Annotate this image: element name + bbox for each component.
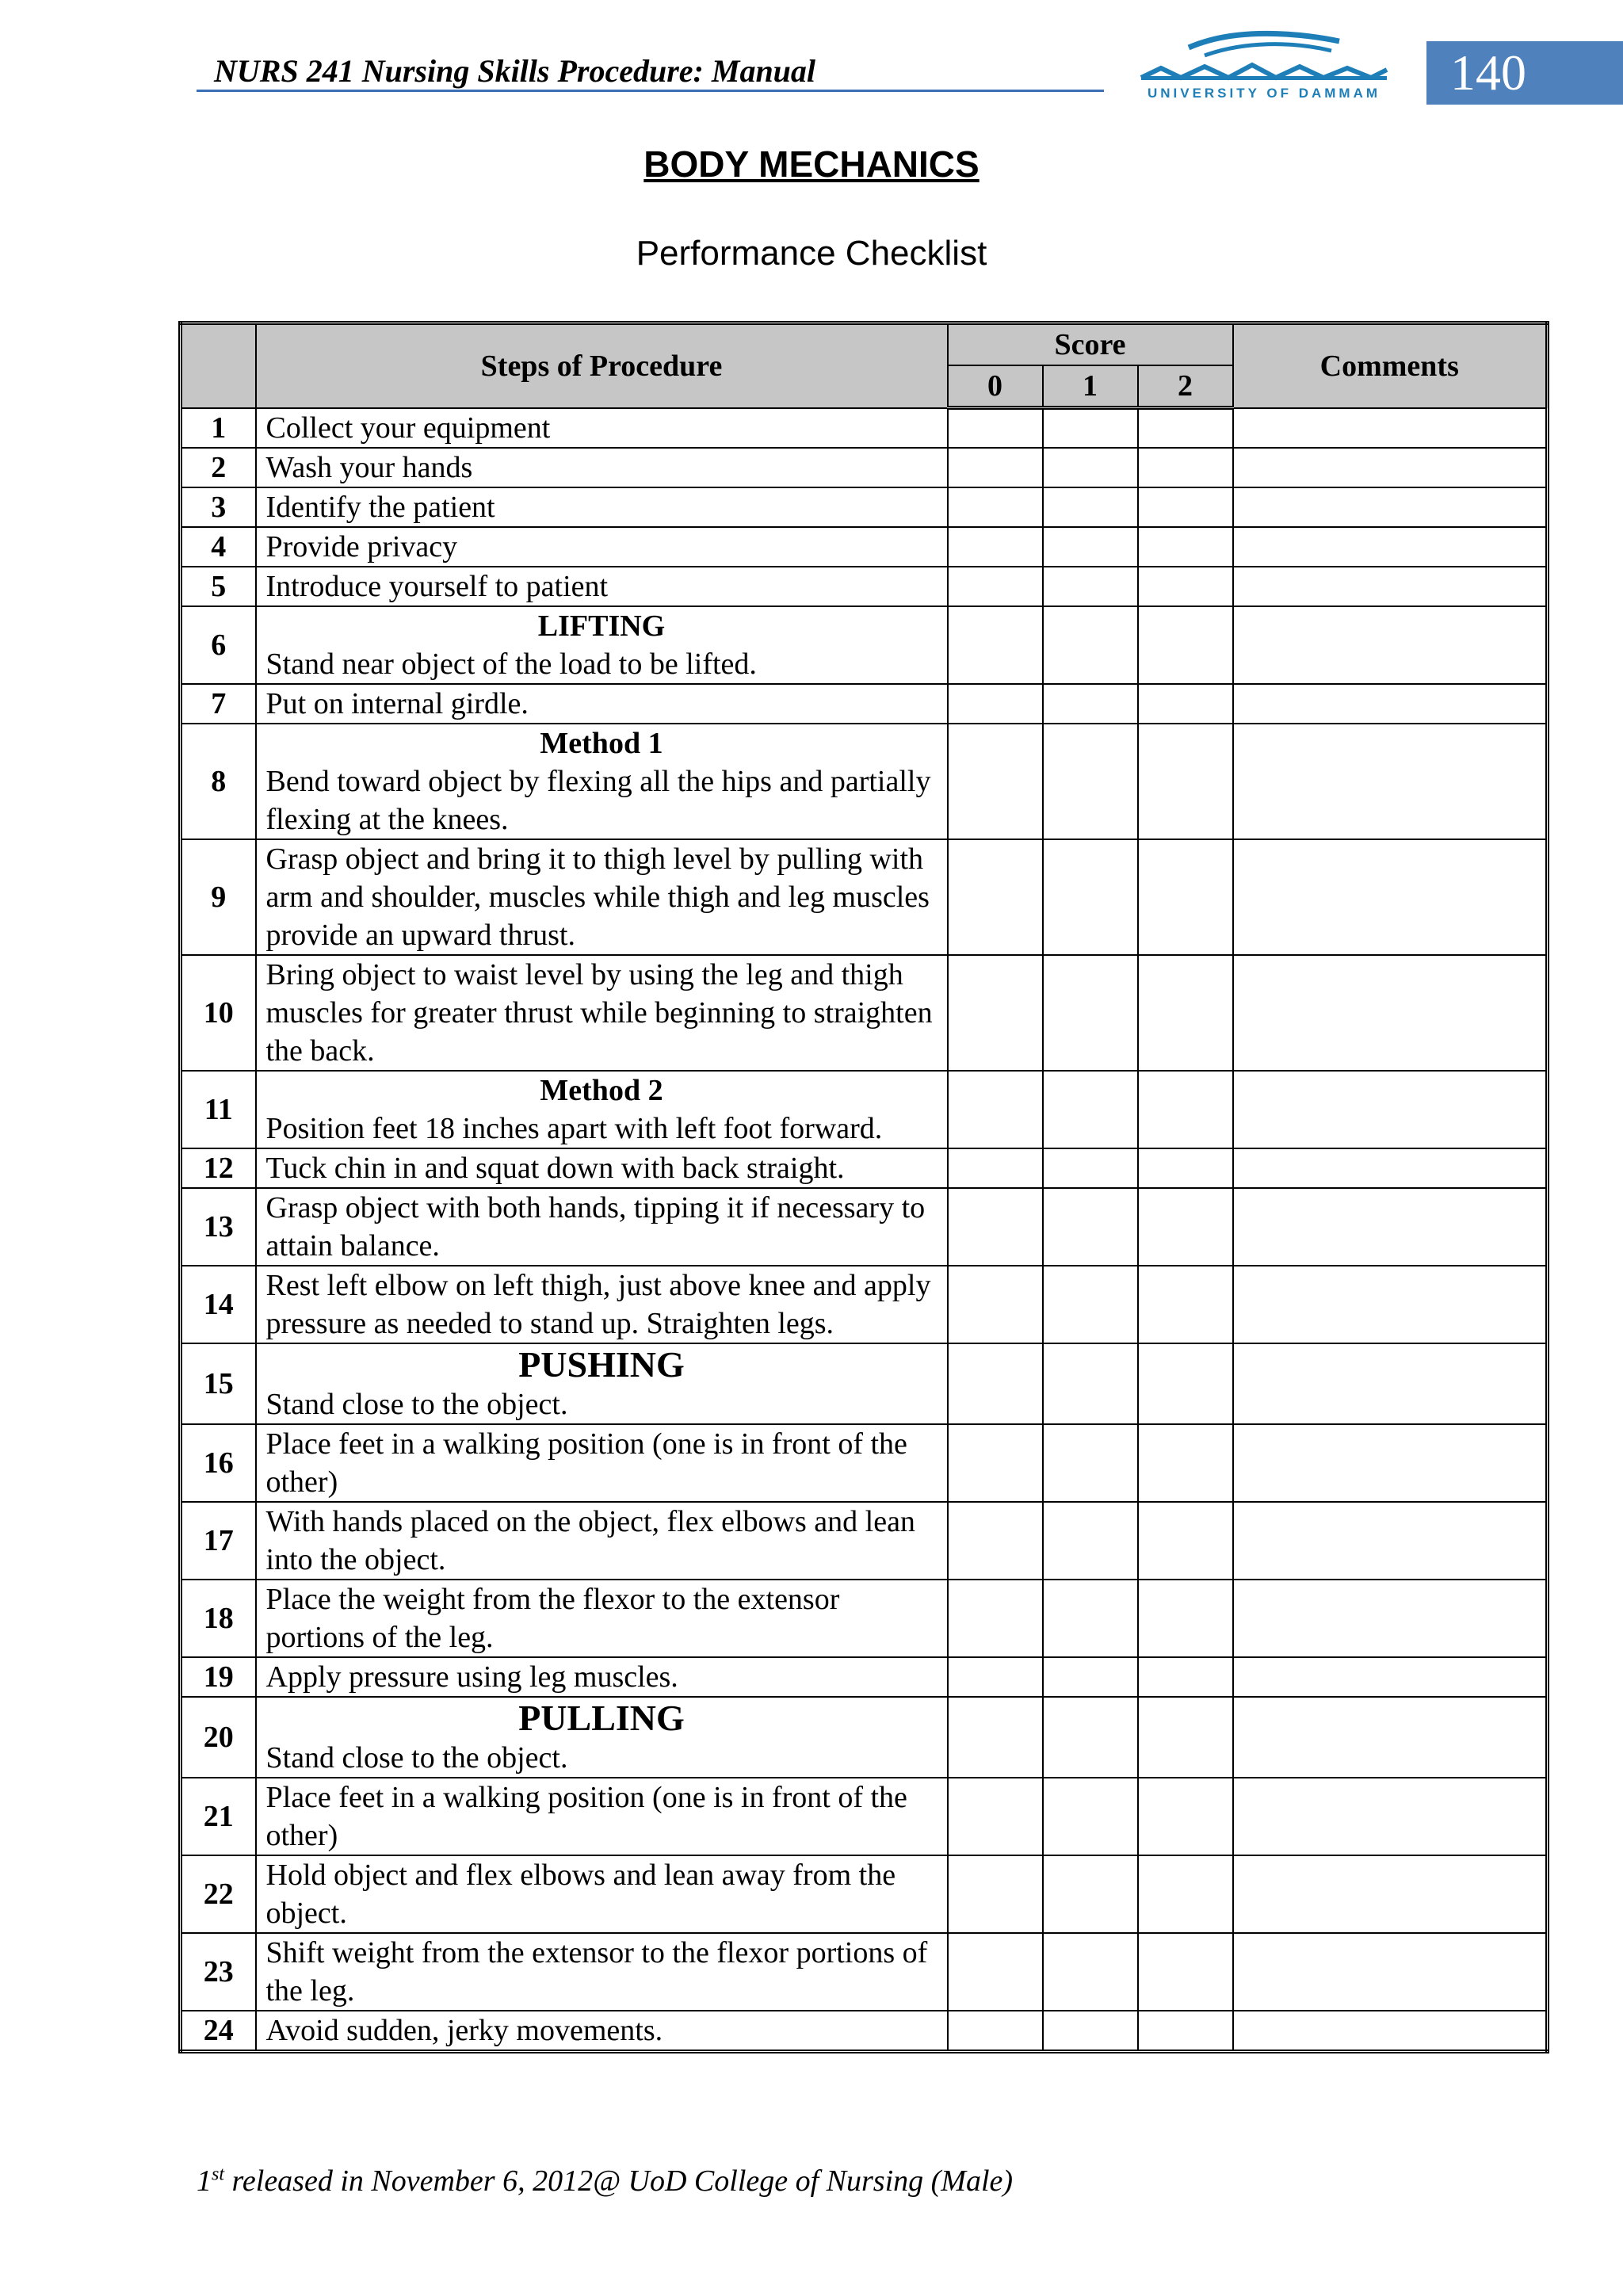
step-text: Introduce yourself to patient bbox=[265, 569, 609, 603]
document-header-title: NURS 241 Nursing Skills Procedure: Manual bbox=[214, 53, 816, 89]
footer-text: released in November 6, 2012@ UoD College of Nursing (Male) bbox=[224, 2164, 1014, 2198]
score-0-cell[interactable] bbox=[948, 527, 1043, 567]
document-subtitle: Performance Checklist bbox=[636, 234, 987, 273]
comments-cell[interactable] bbox=[1233, 1148, 1548, 1188]
step-number: 15 bbox=[181, 1343, 256, 1424]
table-row bbox=[181, 1071, 1548, 1148]
step-cell bbox=[256, 487, 948, 527]
score-1-cell[interactable] bbox=[1043, 448, 1138, 487]
step-number: 10 bbox=[181, 955, 256, 1071]
score-0-cell[interactable] bbox=[948, 1266, 1043, 1343]
score-0-cell[interactable] bbox=[948, 1071, 1043, 1148]
score-1-cell[interactable] bbox=[1043, 1071, 1138, 1148]
score-1-cell[interactable] bbox=[1043, 955, 1138, 1071]
table-row bbox=[181, 1697, 1548, 1778]
step-text: With hands placed on the object, flex elbows and lean into the object. bbox=[265, 1504, 915, 1576]
score-2-cell[interactable] bbox=[1138, 1343, 1233, 1424]
step-cell bbox=[256, 839, 948, 955]
step-text: Bring object to waist level by using the leg and thigh muscles for greater thrust while beginning to straighten the back. bbox=[265, 957, 933, 1068]
step-number: 18 bbox=[181, 1580, 256, 1657]
score-0-cell[interactable] bbox=[948, 2011, 1043, 2052]
score-1-cell[interactable] bbox=[1043, 1855, 1138, 1933]
step-text: Identify the patient bbox=[265, 490, 495, 524]
comments-cell[interactable] bbox=[1233, 1188, 1548, 1266]
step-cell bbox=[256, 1343, 948, 1424]
page-number: 140 bbox=[1450, 44, 1526, 101]
score-0-cell[interactable] bbox=[948, 1657, 1043, 1697]
document-title: BODY MECHANICS bbox=[643, 143, 980, 185]
table-row bbox=[181, 1855, 1548, 1933]
step-cell bbox=[256, 684, 948, 724]
step-number: 23 bbox=[181, 1933, 256, 2011]
score-2-cell[interactable] bbox=[1138, 839, 1233, 955]
university-logo bbox=[1133, 30, 1395, 105]
comments-cell[interactable] bbox=[1233, 2011, 1548, 2052]
comments-cell[interactable] bbox=[1233, 1424, 1548, 1502]
table-row bbox=[181, 1424, 1548, 1502]
section-heading: Method 2 bbox=[540, 1073, 663, 1107]
score-0-cell[interactable] bbox=[948, 1343, 1043, 1424]
step-number: 16 bbox=[181, 1424, 256, 1502]
score-1-cell[interactable] bbox=[1043, 1778, 1138, 1855]
score-1-cell[interactable] bbox=[1043, 2011, 1138, 2052]
score-1-cell[interactable] bbox=[1043, 1148, 1138, 1188]
score-2-cell[interactable] bbox=[1138, 955, 1233, 1071]
score-1-cell[interactable] bbox=[1043, 567, 1138, 606]
step-text: Avoid sudden, jerky movements. bbox=[265, 2013, 663, 2047]
score-2-cell[interactable] bbox=[1138, 684, 1233, 724]
logo-english-text: UNIVERSITY OF DAMMAM bbox=[1147, 86, 1381, 101]
score-1-cell[interactable] bbox=[1043, 1697, 1138, 1778]
table-row bbox=[181, 1502, 1548, 1580]
score-1-header: 1 bbox=[1043, 365, 1138, 408]
table-row bbox=[181, 606, 1548, 684]
score-2-cell[interactable] bbox=[1138, 487, 1233, 527]
table-row bbox=[181, 724, 1548, 839]
score-1-cell[interactable] bbox=[1043, 527, 1138, 567]
comments-cell[interactable] bbox=[1233, 1778, 1548, 1855]
performance-checklist-table bbox=[178, 321, 1549, 2053]
step-number: 6 bbox=[181, 606, 256, 684]
table-row bbox=[181, 839, 1548, 955]
step-number: 5 bbox=[181, 567, 256, 606]
score-2-cell[interactable] bbox=[1138, 1580, 1233, 1657]
score-1-cell[interactable] bbox=[1043, 1657, 1138, 1697]
step-cell bbox=[256, 448, 948, 487]
step-number: 12 bbox=[181, 1148, 256, 1188]
table-row bbox=[181, 1266, 1548, 1343]
score-1-cell[interactable] bbox=[1043, 487, 1138, 527]
step-text: Grasp object and bring it to thigh level by pulling with arm and shoulder, muscles while thigh and leg muscles provide an upward thrust. bbox=[265, 842, 930, 952]
score-2-header: 2 bbox=[1138, 365, 1233, 408]
score-0-cell[interactable] bbox=[948, 408, 1043, 448]
score-column-header: Score bbox=[948, 323, 1233, 366]
comments-cell[interactable] bbox=[1233, 1071, 1548, 1148]
table-row bbox=[181, 567, 1548, 606]
step-text: Stand close to the object. bbox=[265, 1387, 568, 1421]
step-cell bbox=[256, 408, 948, 448]
step-number: 22 bbox=[181, 1855, 256, 1933]
comments-cell[interactable] bbox=[1233, 1697, 1548, 1778]
score-1-cell[interactable] bbox=[1043, 1502, 1138, 1580]
score-1-cell[interactable] bbox=[1043, 1266, 1138, 1343]
score-2-cell[interactable] bbox=[1138, 408, 1233, 448]
step-cell bbox=[256, 1697, 948, 1778]
comments-cell[interactable] bbox=[1233, 1933, 1548, 2011]
score-0-cell[interactable] bbox=[948, 1778, 1043, 1855]
score-1-cell[interactable] bbox=[1043, 606, 1138, 684]
score-2-cell[interactable] bbox=[1138, 724, 1233, 839]
score-2-cell[interactable] bbox=[1138, 1188, 1233, 1266]
step-cell bbox=[256, 1580, 948, 1657]
score-0-cell[interactable] bbox=[948, 448, 1043, 487]
table-row bbox=[181, 487, 1548, 527]
step-cell bbox=[256, 1657, 948, 1697]
comments-cell[interactable] bbox=[1233, 684, 1548, 724]
step-cell bbox=[256, 1933, 948, 2011]
step-number: 9 bbox=[181, 839, 256, 955]
step-cell bbox=[256, 1855, 948, 1933]
step-number: 13 bbox=[181, 1188, 256, 1266]
table-row bbox=[181, 1580, 1548, 1657]
score-1-cell[interactable] bbox=[1043, 1933, 1138, 2011]
table-row bbox=[181, 1778, 1548, 1855]
table-row bbox=[181, 1657, 1548, 1697]
header-divider bbox=[197, 90, 1104, 92]
score-0-cell[interactable] bbox=[948, 606, 1043, 684]
step-number: 11 bbox=[181, 1071, 256, 1148]
comments-cell[interactable] bbox=[1233, 839, 1548, 955]
step-text: Rest left elbow on left thigh, just above knee and apply pressure as needed to stand up. Straighten legs. bbox=[265, 1268, 931, 1340]
step-cell bbox=[256, 1424, 948, 1502]
score-0-cell[interactable] bbox=[948, 1933, 1043, 2011]
score-0-cell[interactable] bbox=[948, 567, 1043, 606]
comments-column-header: Comments bbox=[1233, 323, 1548, 408]
step-text: Provide privacy bbox=[265, 529, 458, 563]
score-0-cell[interactable] bbox=[948, 684, 1043, 724]
comments-cell[interactable] bbox=[1233, 1343, 1548, 1424]
table-row bbox=[181, 527, 1548, 567]
score-2-cell[interactable] bbox=[1138, 448, 1233, 487]
comments-cell[interactable] bbox=[1233, 1580, 1548, 1657]
score-1-cell[interactable] bbox=[1043, 839, 1138, 955]
step-text: Apply pressure using leg muscles. bbox=[265, 1660, 678, 1694]
step-text: Collect your equipment bbox=[265, 411, 551, 445]
comments-cell[interactable] bbox=[1233, 1266, 1548, 1343]
score-0-cell[interactable] bbox=[948, 1697, 1043, 1778]
release-footer bbox=[197, 2164, 1013, 2199]
step-cell bbox=[256, 1148, 948, 1188]
step-text: Stand near object of the load to be lifted. bbox=[265, 647, 757, 681]
step-text: Hold object and flex elbows and lean away from the object. bbox=[265, 1858, 896, 1930]
step-text: Stand close to the object. bbox=[265, 1740, 568, 1775]
step-cell bbox=[256, 567, 948, 606]
score-2-cell[interactable] bbox=[1138, 1148, 1233, 1188]
score-0-cell[interactable] bbox=[948, 955, 1043, 1071]
score-1-cell[interactable] bbox=[1043, 1343, 1138, 1424]
score-1-cell[interactable] bbox=[1043, 684, 1138, 724]
step-number: 4 bbox=[181, 527, 256, 567]
table-row bbox=[181, 1343, 1548, 1424]
comments-cell[interactable] bbox=[1233, 1657, 1548, 1697]
section-heading: Method 1 bbox=[540, 726, 663, 760]
score-0-cell[interactable] bbox=[948, 724, 1043, 839]
step-cell bbox=[256, 1188, 948, 1266]
score-0-cell[interactable] bbox=[948, 1580, 1043, 1657]
step-number: 24 bbox=[181, 2011, 256, 2052]
step-text: Place the weight from the flexor to the extensor portions of the leg. bbox=[265, 1582, 840, 1654]
section-heading: PUSHING bbox=[518, 1343, 685, 1385]
step-text: Bend toward object by flexing all the hips and partially flexing at the knees. bbox=[265, 764, 931, 836]
comments-cell[interactable] bbox=[1233, 487, 1548, 527]
step-text: Tuck chin in and squat down with back straight. bbox=[265, 1151, 845, 1185]
section-heading: LIFTING bbox=[537, 609, 666, 643]
step-text: Place feet in a walking position (one is in front of the other) bbox=[265, 1427, 907, 1499]
score-0-cell[interactable] bbox=[948, 1188, 1043, 1266]
step-number: 3 bbox=[181, 487, 256, 527]
score-2-cell[interactable] bbox=[1138, 1502, 1233, 1580]
logo-wave-icon bbox=[1133, 30, 1395, 86]
section-heading: PULLING bbox=[518, 1697, 685, 1738]
score-2-cell[interactable] bbox=[1138, 1266, 1233, 1343]
score-2-cell[interactable] bbox=[1138, 606, 1233, 684]
comments-cell[interactable] bbox=[1233, 567, 1548, 606]
step-cell bbox=[256, 724, 948, 839]
comments-cell[interactable] bbox=[1233, 724, 1548, 839]
steps-column-header: Steps of Procedure bbox=[256, 323, 948, 408]
score-2-cell[interactable] bbox=[1138, 1424, 1233, 1502]
table-row bbox=[181, 955, 1548, 1071]
step-text: Wash your hands bbox=[265, 450, 473, 484]
number-column-header bbox=[181, 323, 256, 408]
step-text: Place feet in a walking position (one is in front of the other) bbox=[265, 1780, 907, 1852]
comments-cell[interactable] bbox=[1233, 955, 1548, 1071]
step-text: Grasp object with both hands, tipping it if necessary to attain balance. bbox=[265, 1190, 926, 1263]
step-number: 2 bbox=[181, 448, 256, 487]
score-2-cell[interactable] bbox=[1138, 1855, 1233, 1933]
score-2-cell[interactable] bbox=[1138, 2011, 1233, 2052]
step-text: Position feet 18 inches apart with left foot forward. bbox=[265, 1111, 883, 1145]
score-1-cell[interactable] bbox=[1043, 1580, 1138, 1657]
footer-superscript: st bbox=[212, 2164, 225, 2185]
step-cell bbox=[256, 1502, 948, 1580]
table-row bbox=[181, 1933, 1548, 2011]
step-cell bbox=[256, 606, 948, 684]
score-2-cell[interactable] bbox=[1138, 567, 1233, 606]
score-0-cell[interactable] bbox=[948, 839, 1043, 955]
step-text: Put on internal girdle. bbox=[265, 686, 529, 720]
step-number: 19 bbox=[181, 1657, 256, 1697]
step-cell bbox=[256, 1071, 948, 1148]
step-number: 17 bbox=[181, 1502, 256, 1580]
step-cell bbox=[256, 1266, 948, 1343]
score-2-cell[interactable] bbox=[1138, 1657, 1233, 1697]
score-0-cell[interactable] bbox=[948, 1148, 1043, 1188]
score-1-cell[interactable] bbox=[1043, 1188, 1138, 1266]
comments-cell[interactable] bbox=[1233, 408, 1548, 448]
step-cell bbox=[256, 955, 948, 1071]
score-0-cell[interactable] bbox=[948, 1502, 1043, 1580]
score-0-cell[interactable] bbox=[948, 1424, 1043, 1502]
footer-prefix: 1 bbox=[197, 2164, 212, 2198]
step-number: 7 bbox=[181, 684, 256, 724]
score-2-cell[interactable] bbox=[1138, 1778, 1233, 1855]
score-1-cell[interactable] bbox=[1043, 408, 1138, 448]
score-2-cell[interactable] bbox=[1138, 1933, 1233, 2011]
table-row bbox=[181, 2011, 1548, 2052]
step-number: 20 bbox=[181, 1697, 256, 1778]
score-0-header: 0 bbox=[948, 365, 1043, 408]
comments-cell[interactable] bbox=[1233, 1502, 1548, 1580]
comments-cell[interactable] bbox=[1233, 606, 1548, 684]
score-1-cell[interactable] bbox=[1043, 1424, 1138, 1502]
step-cell bbox=[256, 2011, 948, 2052]
table-row bbox=[181, 408, 1548, 448]
step-number: 14 bbox=[181, 1266, 256, 1343]
checklist-body bbox=[181, 408, 1548, 2052]
table-row bbox=[181, 1148, 1548, 1188]
step-text: Shift weight from the extensor to the flexor portions of the leg. bbox=[265, 1935, 928, 2008]
step-number: 8 bbox=[181, 724, 256, 839]
step-number: 21 bbox=[181, 1778, 256, 1855]
comments-cell[interactable] bbox=[1233, 1855, 1548, 1933]
score-2-cell[interactable] bbox=[1138, 1071, 1233, 1148]
step-cell bbox=[256, 527, 948, 567]
table-row bbox=[181, 684, 1548, 724]
score-0-cell[interactable] bbox=[948, 487, 1043, 527]
step-cell bbox=[256, 1778, 948, 1855]
comments-cell[interactable] bbox=[1233, 448, 1548, 487]
table-row bbox=[181, 448, 1548, 487]
comments-cell[interactable] bbox=[1233, 527, 1548, 567]
score-2-cell[interactable] bbox=[1138, 527, 1233, 567]
table-row bbox=[181, 1188, 1548, 1266]
score-0-cell[interactable] bbox=[948, 1855, 1043, 1933]
score-2-cell[interactable] bbox=[1138, 1697, 1233, 1778]
step-number: 1 bbox=[181, 408, 256, 448]
score-1-cell[interactable] bbox=[1043, 724, 1138, 839]
